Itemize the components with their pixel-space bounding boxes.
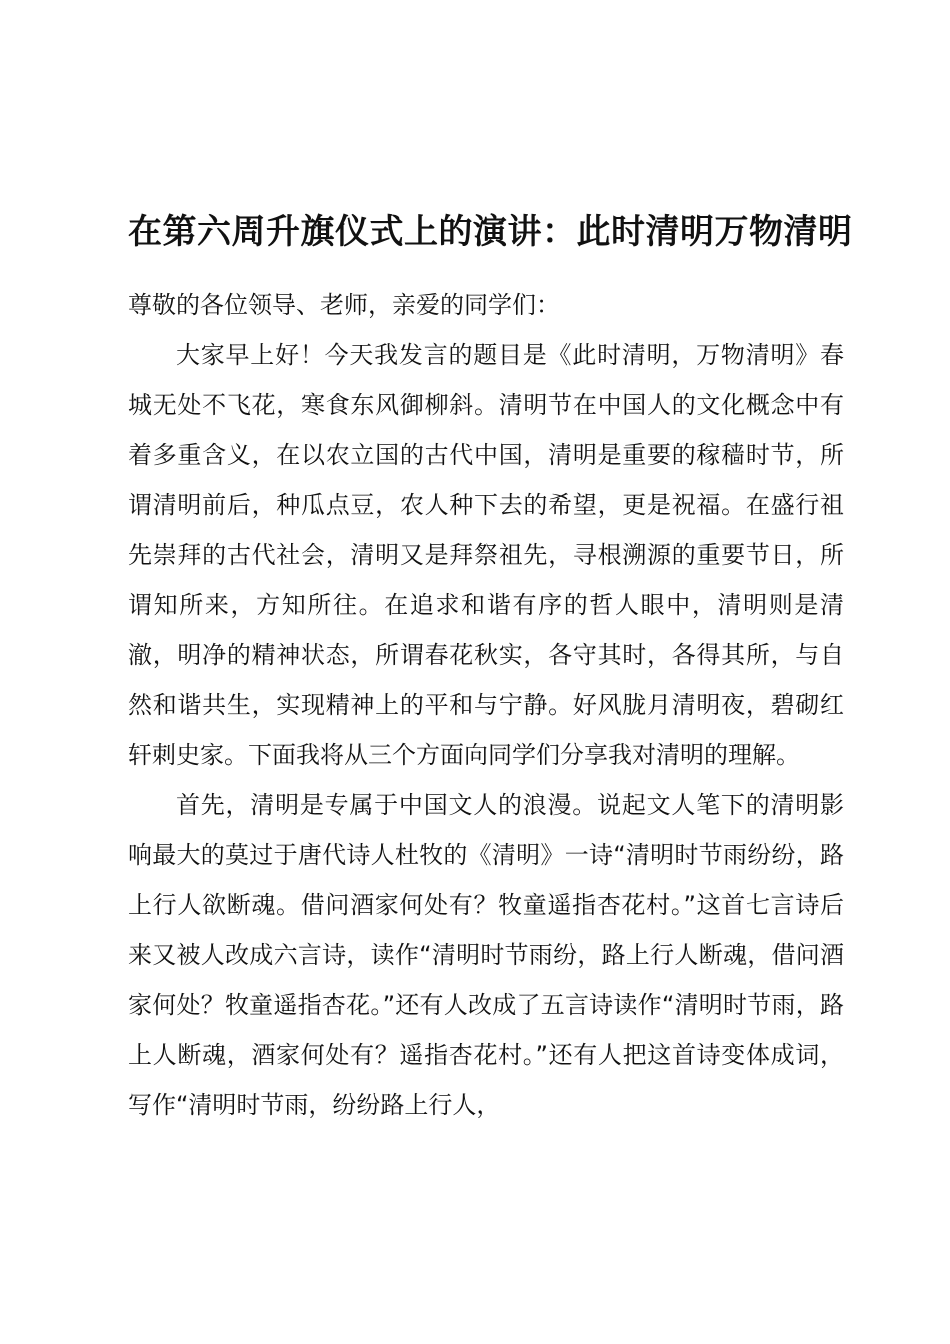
paragraph-1: 大家早上好！今天我发言的题目是《此时清明，万物清明》春城无处不飞花，寒食东风御柳斜。清明节在中国人的文化概念中有着多重含义，在以农立国的古代中国，清明是重要的稼穑时节，所谓清明前后，种瓜点豆，农人种下去的希望，更是祝福。在盛行祖先崇拜的古代社会，清明又是拜祭祖先，寻根溯源的重要节日，所谓知所来，方知所往。在追求和谐有序的哲人眼中，清明则是清澈，明净的精神状态，所谓春花秋实，各守其时，各得其所，与自然和谐共生，实现精神上的平和与宁静。好风胧月清明夜，碧砌红轩刺史家。下面我将从三个方面向同学们分享我对清明的理解。 — [128, 341, 844, 769]
document-title: 在第六周升旗仪式上的演讲：此时清明万物清明 — [128, 212, 853, 252]
document-body — [128, 280, 844, 1130]
document-page — [128, 0, 853, 1344]
salutation: 尊敬的各位领导、老师，亲爱的同学们： — [128, 291, 560, 319]
paragraph-2: 首先，清明是专属于中国文人的浪漫。说起文人笔下的清明影响最大的莫过于唐代诗人杜牧的《清明》一诗“清明时节雨纷纷，路上行人欲断魂。借问酒家何处有？牧童遥指杏花村。”这首七言诗后来又被人改成六言诗，读作“清明时节雨纷，路上行人断魂，借问酒家何处？牧童遥指杏花。”还有人改成了五言诗读作“清明时节雨，路上人断魂，酒家何处有？遥指杏花村。”还有人把这首诗变体成词，写作“清明时节雨，纷纷路上行人， — [128, 791, 844, 1119]
